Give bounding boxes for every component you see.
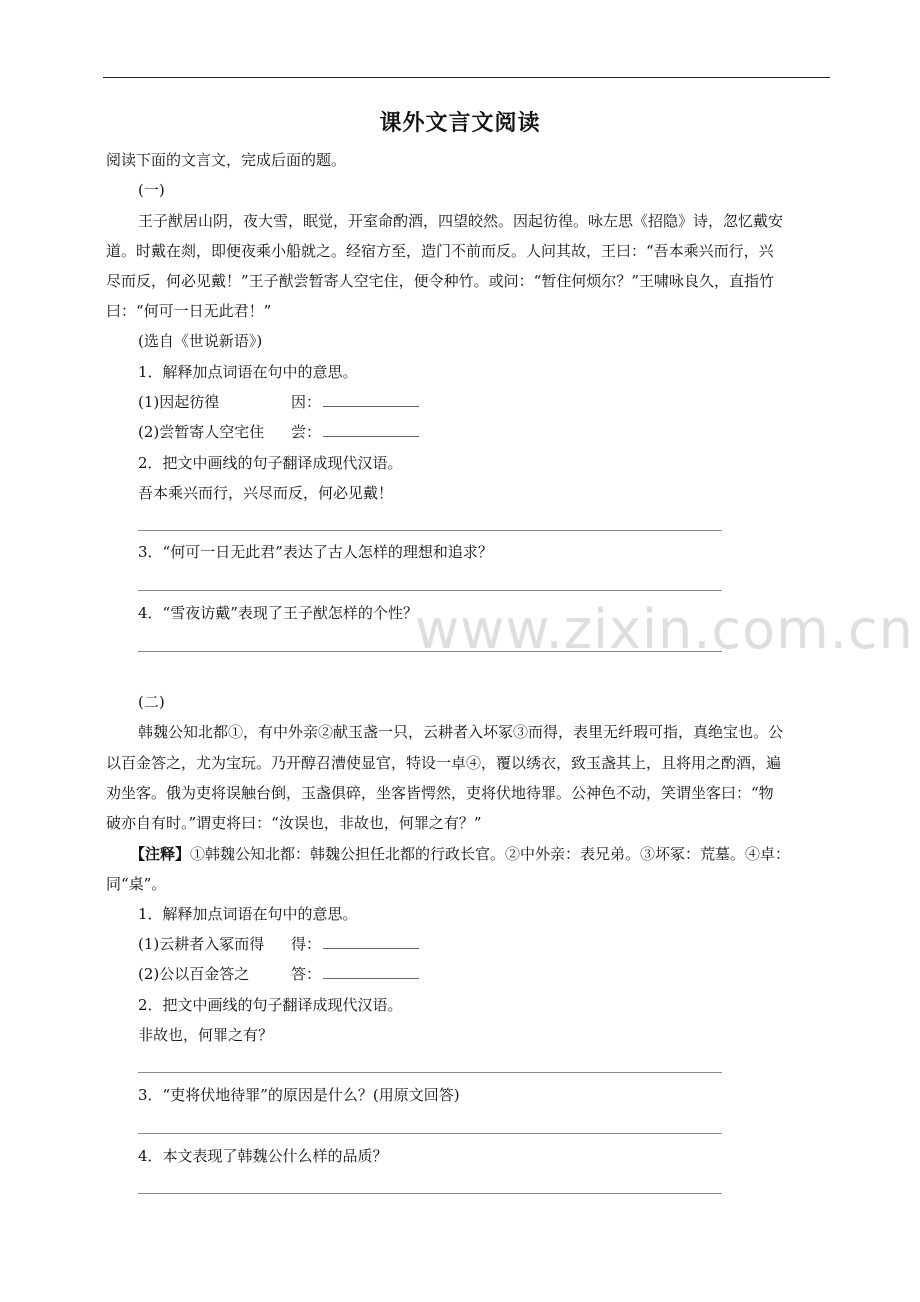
part1-paragraph-line: 道。时戴在剡，即便夜乘小船就之。经宿方至，造门不前而反。人问其故，王曰：“吾本乘兴而行，兴 <box>106 242 774 260</box>
part2-question-1: 1．解释加点词语在句中的意思。 <box>138 905 358 923</box>
part2-heading: (二) <box>138 693 165 711</box>
answer-line[interactable] <box>138 590 722 591</box>
q1b-label: 尝： <box>291 423 322 441</box>
part2-q1a-answer <box>291 934 419 954</box>
part2-note-line: 同“桌”。 <box>106 875 167 893</box>
part2-q1b-answer <box>291 964 419 984</box>
part1-q2-sentence: 吾本乘兴而行，兴尽而反，何必见戴！ <box>138 484 394 502</box>
header-rule <box>103 77 830 78</box>
part1-q1a-answer <box>291 392 419 412</box>
q1b-label: 答： <box>291 965 322 983</box>
part2-paragraph-line: 破亦自有时。”谓吏将曰：“汝误也，非故也，何罪之有？” <box>106 814 482 832</box>
part1-heading: (一) <box>138 181 165 199</box>
part2-question-4: 4．本文表现了韩魏公什么样的品质？ <box>138 1147 388 1165</box>
q1a-label: 因： <box>291 393 322 411</box>
part1-paragraph-line: 尽而反，何必见戴！”王子猷尝暂寄人空宅住，便令种竹。或问：“暂住何烦尔？”王啸咏良久，直指竹 <box>106 272 775 290</box>
part2-note-line <box>130 844 790 864</box>
part2-q1b <box>138 964 249 984</box>
watermark-text: www.zixin.com.cn <box>415 598 914 661</box>
note-text: ①韩魏公知北都：韩魏公担任北都的行政长官。②中外亲：表兄弟。③坏冢：荒墓。④卓： <box>190 845 791 863</box>
answer-line[interactable] <box>138 651 722 652</box>
part1-q1b <box>138 422 264 442</box>
part2-question-3: 3．“吏将伏地待罪”的原因是什么？(用原文回答) <box>138 1086 460 1104</box>
part1-paragraph-line: 王子猷居山阴，夜大雪，眠觉，开室命酌酒，四望皎然。因起彷徨。咏左思《招隐》诗，忽忆戴安 <box>138 212 784 230</box>
q1b-phrase: (2)公以百金答之 <box>138 965 250 983</box>
answer-blank[interactable] <box>323 934 419 949</box>
note-label: 【注释】 <box>130 845 191 863</box>
q1a-phrase: (1)云耕者入冢而得 <box>138 935 265 953</box>
part1-question-1: 1．解释加点词语在句中的意思。 <box>138 363 358 381</box>
part2-q2-sentence: 非故也，何罪之有？ <box>138 1026 274 1044</box>
answer-line[interactable] <box>138 530 722 531</box>
part1-q1a <box>138 392 219 412</box>
part1-question-2: 2．把文中画线的句子翻译成现代汉语。 <box>138 454 403 472</box>
answer-blank[interactable] <box>323 422 419 437</box>
answer-line[interactable] <box>138 1072 722 1073</box>
answer-blank[interactable] <box>323 392 419 407</box>
part1-source: (选自《世说新语》) <box>138 332 263 350</box>
part1-q1b-answer <box>291 422 419 442</box>
part2-question-2: 2．把文中画线的句子翻译成现代汉语。 <box>138 996 403 1014</box>
q1b-phrase: (2)尝暂寄人空宅住 <box>138 423 265 441</box>
part2-paragraph-line: 韩魏公知北都①，有中外亲②献玉盏一只，云耕者入坏冢③而得，表里无纤瑕可指，真绝宝也。公 <box>138 723 784 741</box>
part2-paragraph-line: 以百金答之，尤为宝玩。乃开醇召漕使显官，特设一卓④，覆以绣衣，致玉盏其上，且将用之酌酒，遍 <box>106 754 782 772</box>
part2-q1a <box>138 934 264 954</box>
page-title: 课外文言文阅读 <box>379 110 541 136</box>
answer-blank[interactable] <box>323 964 419 979</box>
answer-line[interactable] <box>138 1193 722 1194</box>
intro-text: 阅读下面的文言文，完成后面的题。 <box>106 151 347 169</box>
part1-question-3: 3．“何可一日无此君”表达了古人怎样的理想和追求？ <box>138 543 493 561</box>
q1a-phrase: (1)因起彷徨 <box>138 393 220 411</box>
answer-line[interactable] <box>138 1133 722 1134</box>
part1-question-4: 4．“雪夜访戴”表现了王子猷怎样的个性？ <box>138 604 418 622</box>
part1-paragraph-line: 曰：“何可一日无此君！” <box>106 302 272 320</box>
part2-paragraph-line: 劝坐客。俄为吏将误触台倒，玉盏俱碎，坐客皆愕然，吏将伏地待罪。公神色不动，笑谓坐客曰：“物 <box>106 784 774 802</box>
q1a-label: 得： <box>291 935 322 953</box>
